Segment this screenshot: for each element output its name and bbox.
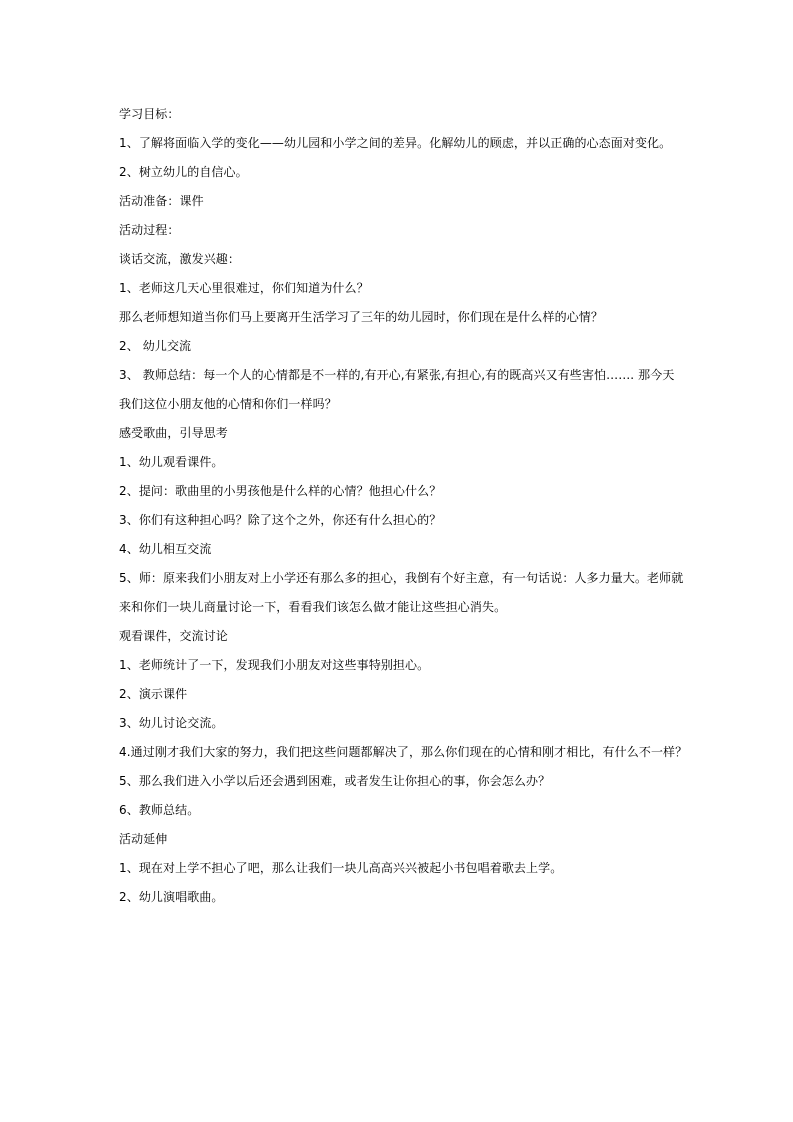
discuss-item-6: 6、教师总结。 bbox=[119, 803, 200, 817]
song-item-1: 1、幼儿观看课件。 bbox=[119, 455, 224, 469]
section-talk-exchange: 谈话交流，激发兴趣： bbox=[119, 252, 241, 266]
discuss-item-5: 5、那么我们进入小学以后还会遇到困难，或者发生让你担心的事，你会怎么办？ bbox=[119, 774, 551, 788]
talk-item-3-continued: 我们这位小朋友他的心情和你们一样吗？ bbox=[119, 397, 337, 411]
document-body bbox=[119, 100, 688, 912]
extension-item-1: 1、现在对上学不担心了吧，那么让我们一块儿高高兴兴被起小书包唱着歌去上学。 bbox=[119, 861, 563, 875]
section-feel-song: 感受歌曲，引导思考 bbox=[119, 426, 228, 440]
extension-item-2: 2、幼儿演唱歌曲。 bbox=[119, 890, 224, 904]
talk-item-2: 2、 幼儿交流 bbox=[119, 339, 192, 353]
song-item-5-continued: 来和你们一块儿商量讨论一下，看看我们该怎么做才能让这些担心消失。 bbox=[119, 600, 507, 614]
goal-item-2: 2、树立幼儿的自信心。 bbox=[119, 165, 248, 179]
goal-item-1: 1、了解将面临入学的变化——幼儿园和小学之间的差异。化解幼儿的顾虑，并以正确的心态面对变化。 bbox=[119, 136, 672, 150]
song-item-4: 4、幼儿相互交流 bbox=[119, 542, 212, 556]
song-item-2: 2、提问：歌曲里的小男孩他是什么样的心情？他担心什么？ bbox=[119, 484, 442, 498]
heading-learning-goals: 学习目标： bbox=[119, 107, 180, 121]
talk-item-1: 1、老师这几天心里很难过，你们知道为什么？ bbox=[119, 281, 369, 295]
activity-preparation: 活动准备：课件 bbox=[119, 194, 204, 208]
heading-activity-process: 活动过程： bbox=[119, 223, 180, 237]
song-item-5: 5、师：原来我们小朋友对上小学还有那么多的担心，我倒有个好主意，有一句话说：人多力量大。老师就 bbox=[119, 571, 684, 585]
talk-item-3: 3、 教师总结：每一个人的心情都是不一样的,有开心,有紧张,有担心,有的既高兴又有些害怕……. 那今天 bbox=[119, 368, 675, 382]
discuss-item-2: 2、演示课件 bbox=[119, 687, 188, 701]
section-activity-extension: 活动延伸 bbox=[119, 832, 168, 846]
talk-paragraph: 那么老师想知道当你们马上要离开生活学习了三年的幼儿园时，你们现在是什么样的心情？ bbox=[119, 310, 604, 324]
discuss-item-4: 4.通过刚才我们大家的努力，我们把这些问题都解决了，那么你们现在的心情和刚才相比，有什么不一样？ bbox=[119, 745, 688, 759]
song-item-3: 3、你们有这种担心吗？除了这个之外，你还有什么担心的？ bbox=[119, 513, 442, 527]
discuss-item-1: 1、老师统计了一下，发现我们小朋友对这些事特别担心。 bbox=[119, 658, 430, 672]
discuss-item-3: 3、幼儿讨论交流。 bbox=[119, 716, 224, 730]
section-watch-discuss: 观看课件，交流讨论 bbox=[119, 629, 228, 643]
